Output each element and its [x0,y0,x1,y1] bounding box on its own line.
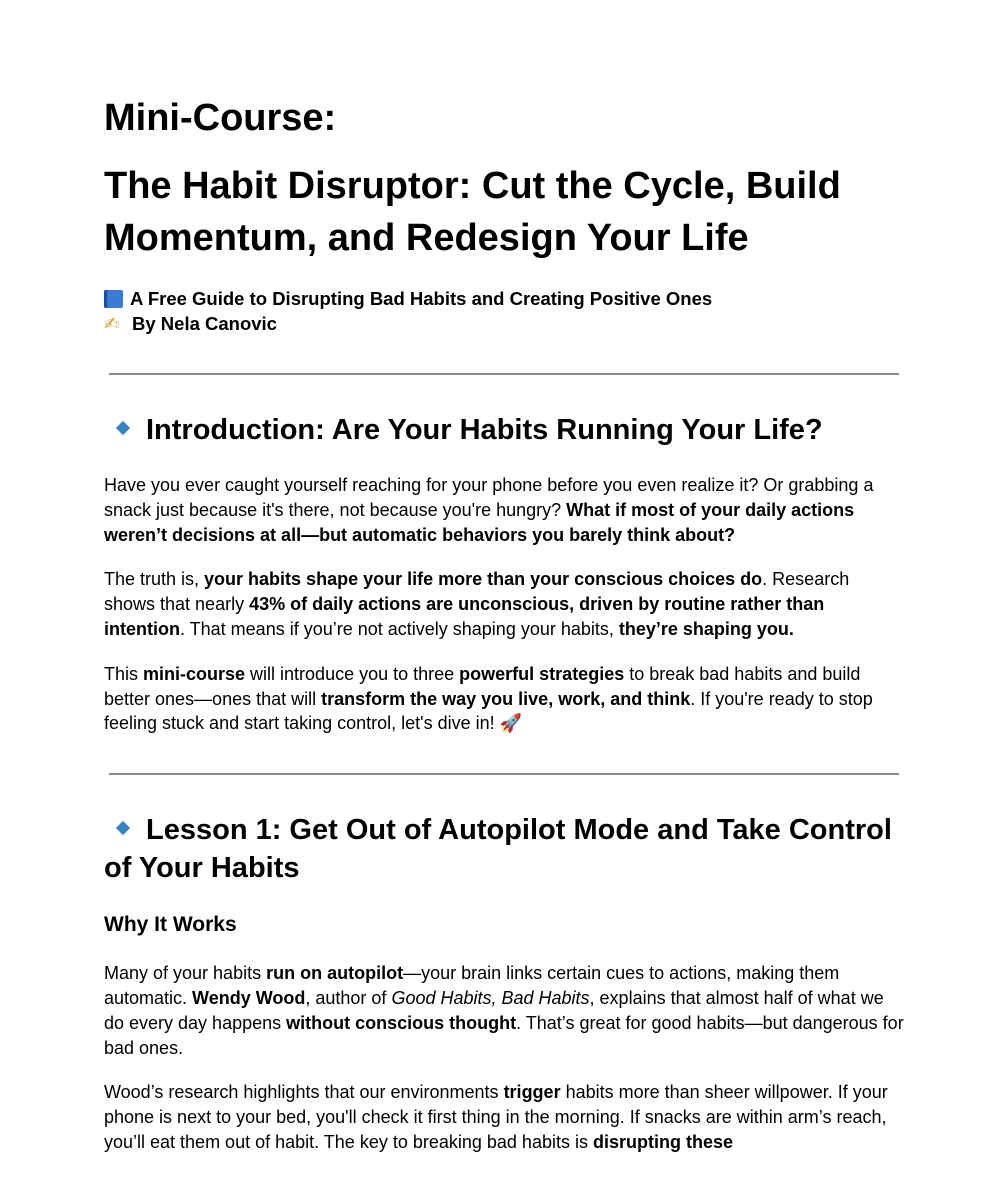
text-run: Wood’s research highlights that our environments [104,1082,504,1103]
blue-diamond-icon [116,421,130,435]
section-divider [109,773,899,775]
rocket-icon: 🚀 [499,713,523,735]
bold-text-run: without conscious thought [286,1012,517,1033]
intro-heading-text: Introduction: Are Your Habits Running Your Life? [146,414,823,446]
bold-text-run: trigger [503,1082,561,1103]
lesson-1-paragraph-1 [104,961,905,1060]
text-run: Many of your habits [104,963,267,984]
byline-block [104,286,905,337]
guide-line [104,286,905,311]
lesson-1-heading-text: Lesson 1: Get Out of Autopilot Mode and Take Control of Your Habits [104,814,892,885]
book-icon [104,290,123,308]
bold-text-run: transform the way you live, work, and think [321,688,691,709]
bold-text-run: your habits shape your life more than your conscious choices do [204,569,763,590]
text-run: . Research shows that nearly [104,569,850,615]
book-title-italic: Good Habits, Bad Habits [391,987,590,1008]
text-run: . That’s great for good habits—but dangerous for bad ones. [104,1012,904,1058]
text-run: This [104,663,144,684]
lesson-1-paragraph-2 [104,1080,905,1154]
bold-text-run: they’re shaping you. [618,618,794,639]
writing-hand-icon: ✍ [104,314,120,335]
bold-text-run: run on autopilot [266,963,404,984]
lesson-1-heading [104,811,905,887]
text-run: , author of [305,987,392,1008]
bold-text-run: 43% of daily actions are unconscious, driven by routine rather than intention [104,594,825,639]
text-run: to break bad habits and build better ones—ones that will [104,663,861,709]
bold-text-run: What if most of your daily actions weren’t decisions at all—but automatic behaviors you barely think about? [104,499,855,545]
bold-text-run: mini-course [143,663,246,684]
text-run: . If you're ready to stop feeling stuck and start taking control, let's dive in! [104,688,873,734]
lesson-1-subheading: Why It Works [104,913,237,937]
text-run: . That means if you’re not actively shaping your habits, [179,618,619,639]
text-run: Have you ever caught yourself reaching for your phone before you even realize it? Or grabbing a snack just because it's there, not because you're hungry? [104,475,874,520]
text-run: The truth is, [104,569,205,590]
bold-text-run: disrupting these [592,1131,733,1152]
blue-diamond-icon [116,821,130,835]
intro-paragraph-2 [104,567,905,641]
intro-paragraph-3 [104,662,905,737]
text-run: —your brain links certain cues to actions, making them automatic. [104,963,840,1008]
course-label: Mini-Course: [104,97,337,139]
text-run: , explains that almost half of what we do every day happens [104,987,884,1033]
section-divider [109,373,899,375]
author-line [104,311,905,337]
intro-heading [104,411,905,449]
intro-paragraph-1 [104,473,905,547]
page-title: The Habit Disruptor: Cut the Cycle, Build Momentum, and Redesign Your Life [104,165,841,259]
bold-text-run: Wendy Wood [192,987,306,1008]
bold-text-run: powerful strategies [459,663,625,684]
text-run: will introduce you to three [245,663,460,684]
author-line-text: By Nela Canovic [132,313,277,334]
text-run: habits more than sheer willpower. If your phone is next to your bed, you'll check it first thing in the morning. If snacks are within arm’s reach, you’ll eat them out of habit. The key to breaking bad habits is [104,1082,888,1152]
guide-line-text: A Free Guide to Disrupting Bad Habits and Creating Positive Ones [130,288,713,309]
